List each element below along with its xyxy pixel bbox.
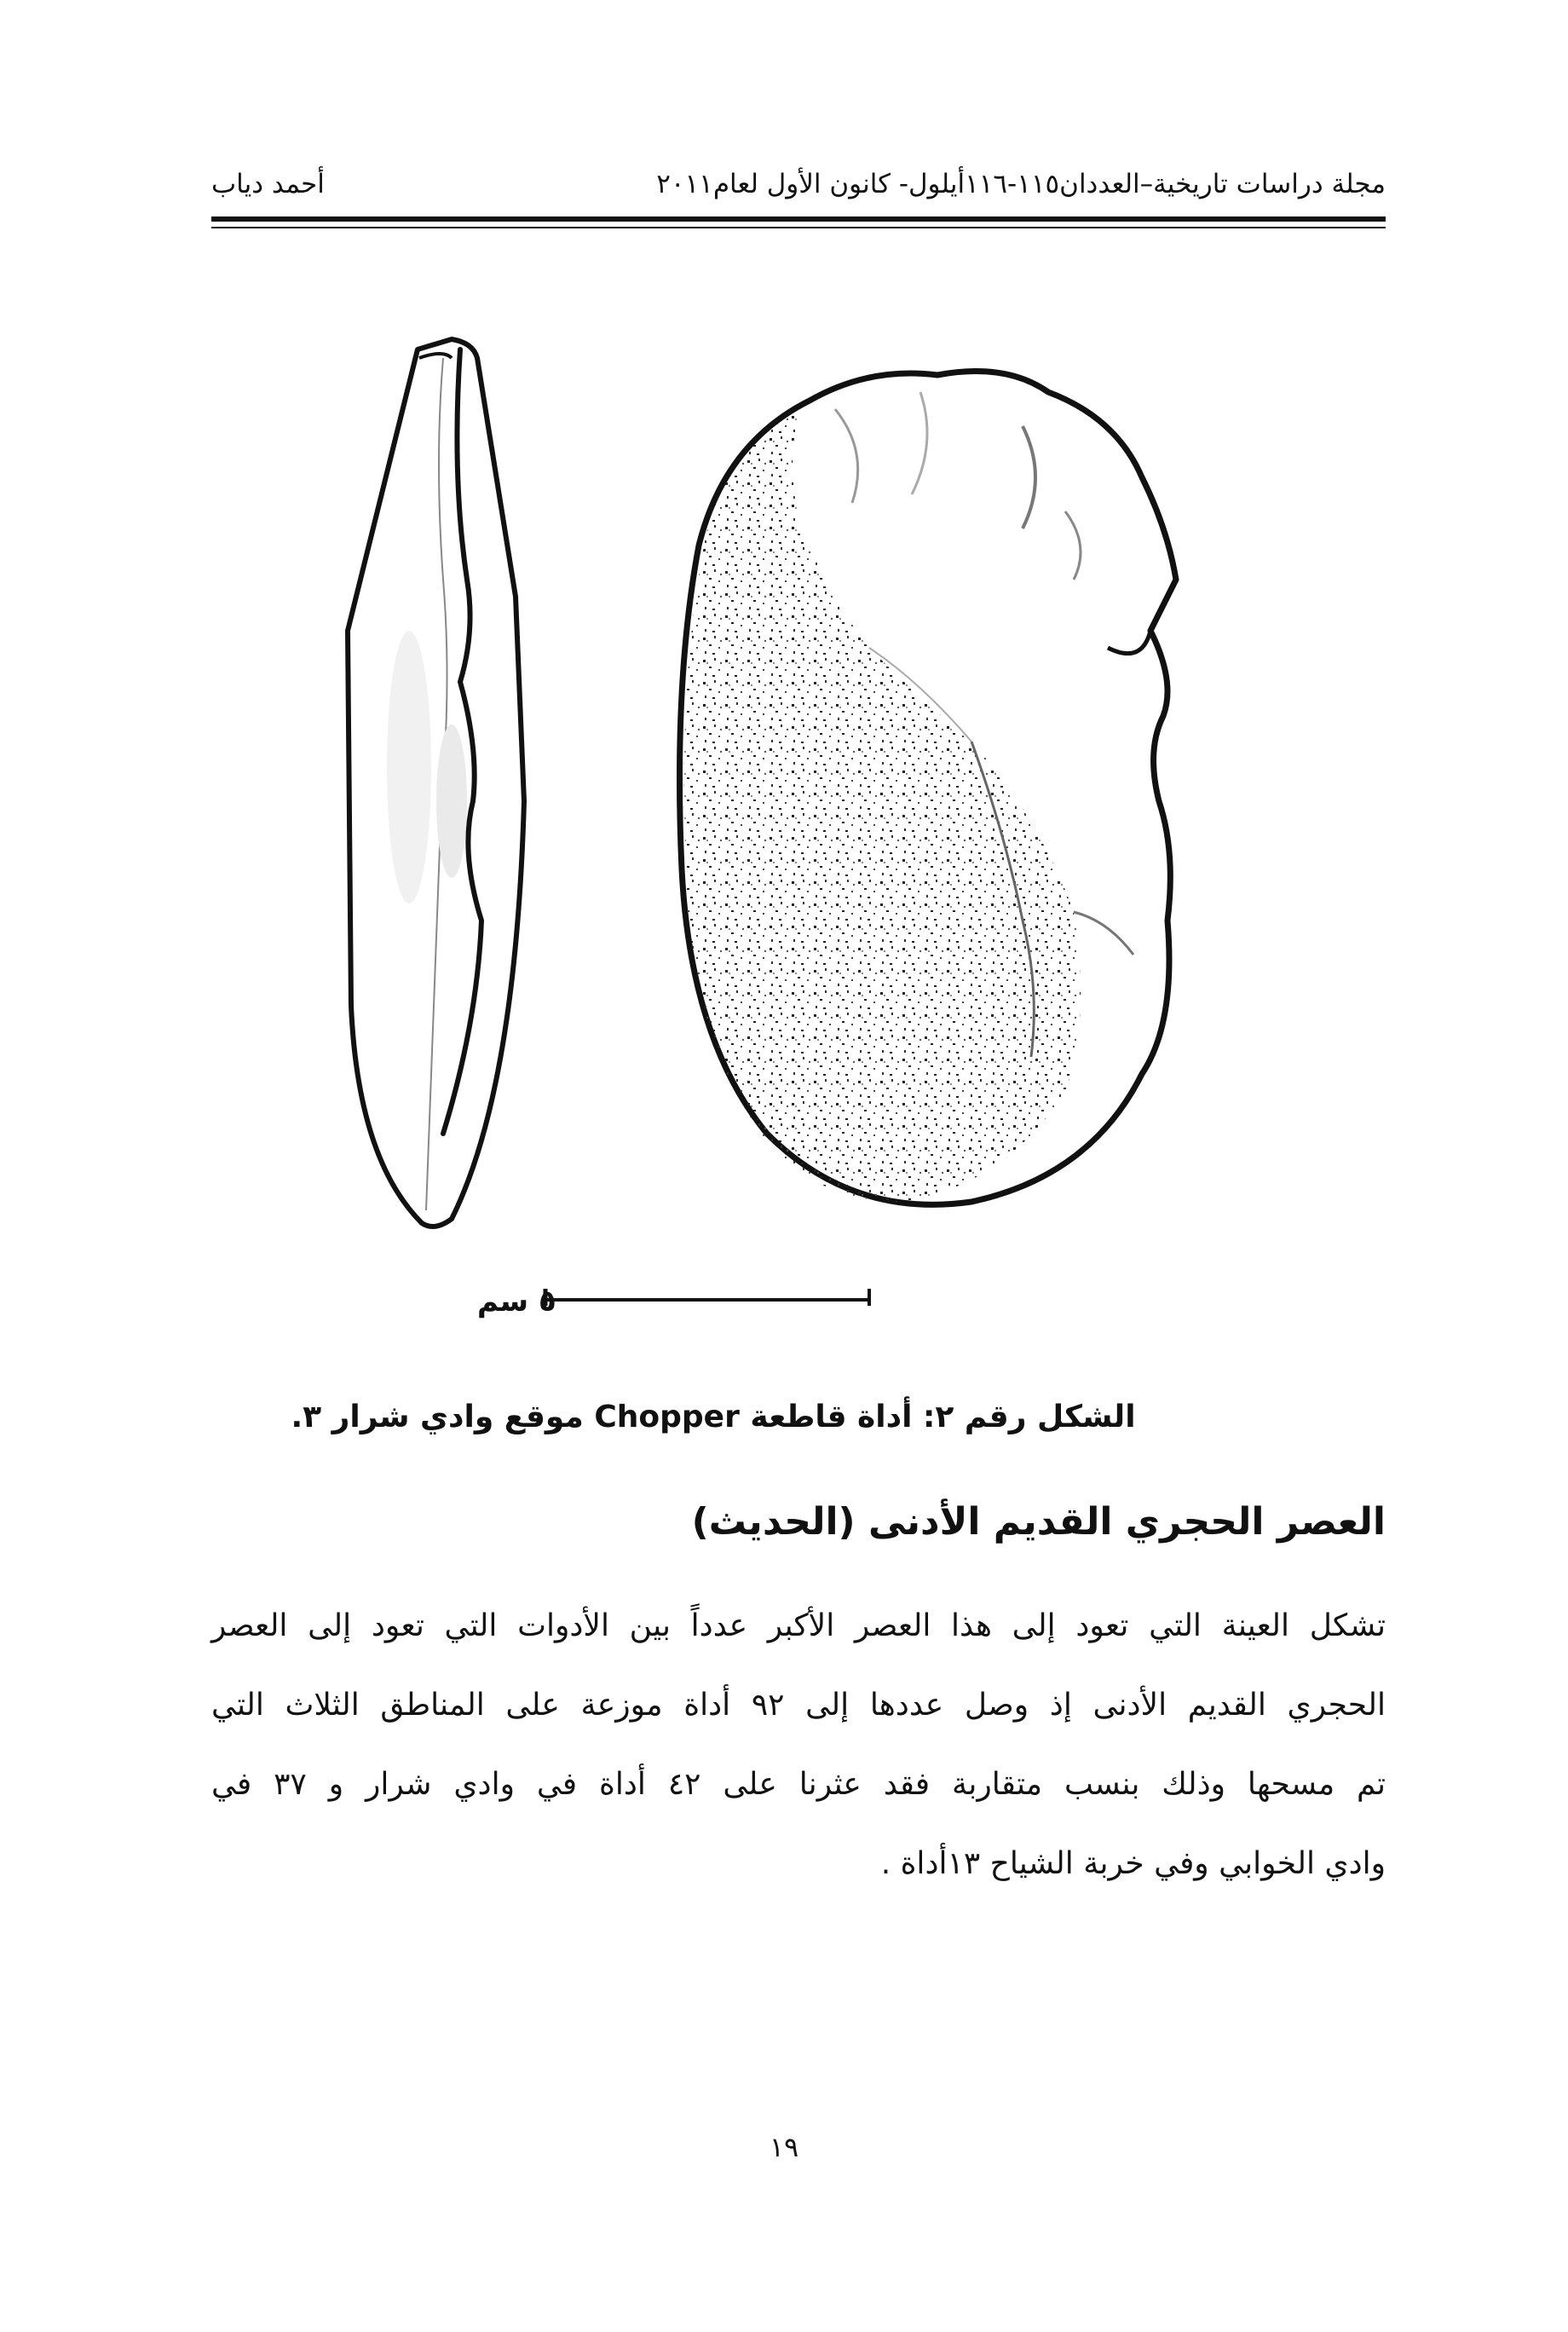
running-header [211, 169, 1386, 210]
front-view [680, 372, 1177, 1205]
header-rule-thin [211, 227, 1386, 228]
body-line: تم مسحها وذلك بنسب متقاربة فقد عثرنا على ٤٢ أداة في وادي شرار و ٣٧ في [211, 1767, 1386, 1802]
body-line: الحجري القديم الأدنى إذ وصل عددها إلى ٩٢ أداة موزعة على المناطق الثلاث التي [211, 1688, 1386, 1723]
body-paragraph [211, 1601, 1386, 1918]
side-view [348, 339, 524, 1227]
page-number: ١٩ [769, 2131, 799, 2163]
scale-label: ٥ سم [477, 1284, 556, 1319]
header-rule-thick [211, 216, 1386, 222]
scale-bar [477, 1284, 869, 1319]
author-name: أحمد دياب [211, 169, 325, 199]
body-line: تشكل العينة التي تعود إلى هذا العصر الأكبر عدداً بين الأدوات التي تعود إلى العصر [211, 1608, 1386, 1643]
body-line: وادي الخوابي وفي خربة الشياح ١٣أداة . [880, 1846, 1386, 1881]
figure-caption: الشكل رقم ٢: أداة قاطعة Chopper موقع وادي شرار ٣. [291, 1400, 1136, 1434]
journal-title: مجلة دراسات تاريخية–العددان١١٥-١١٦أيلول- كانون الأول لعام٢٠١١ [656, 169, 1386, 199]
chopper-tool-figure [324, 324, 1346, 1347]
chopper-drawing [324, 324, 1346, 1347]
section-heading: العصر الحجري القديم الأدنى (الحديث) [691, 1500, 1386, 1544]
